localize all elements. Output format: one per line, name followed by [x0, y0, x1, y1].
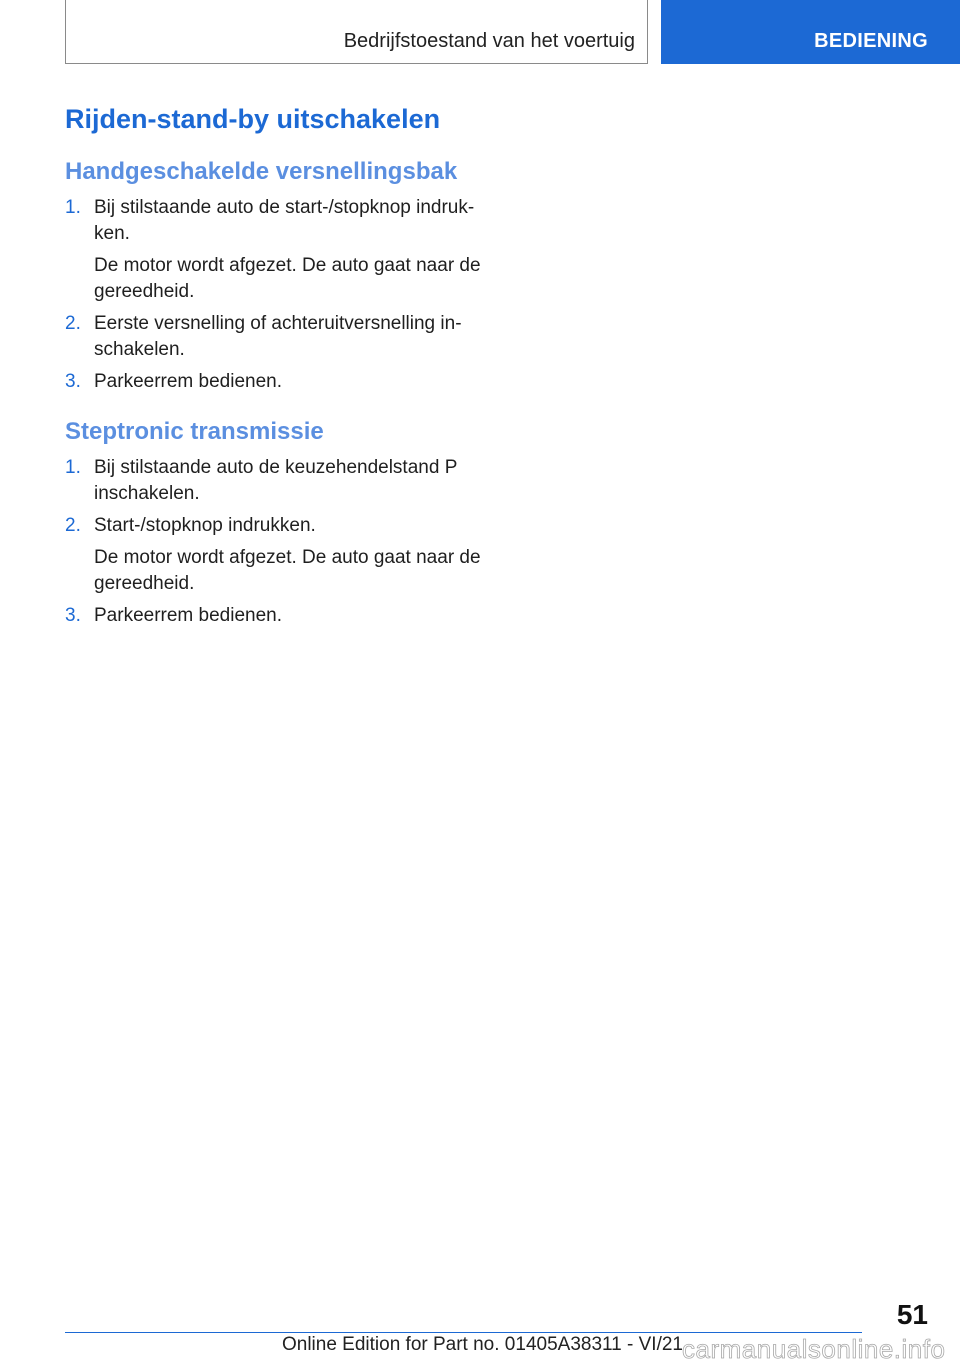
step-note: De motor wordt afgezet. De auto gaat naar de gereedheid. — [94, 547, 481, 594]
step-text: Eerste versnelling of achteruitversnelling inschakelen. — [94, 313, 462, 360]
step-text: Parkeerrem bedienen. — [94, 605, 282, 626]
chapter-tab[interactable] — [661, 0, 960, 64]
steps-list-manual — [65, 195, 490, 395]
watermark-text: carmanualsonline.info — [682, 1334, 946, 1364]
list-item — [65, 195, 490, 305]
main-content — [65, 100, 490, 629]
steps-list-steptronic — [65, 455, 490, 629]
step-number: 3. — [65, 371, 81, 392]
step-number: 1. — [65, 197, 81, 218]
list-item — [65, 513, 490, 597]
step-text: Parkeerrem bedienen. — [94, 371, 282, 392]
page-title: Rijden-stand-by uitschakelen — [65, 104, 441, 134]
header-section-title: Bedrijfstoestand van het voertuig — [343, 30, 635, 52]
footer-divider — [65, 1332, 862, 1333]
step-number: 2. — [65, 313, 81, 334]
step-number: 2. — [65, 515, 81, 536]
section-heading-steptronic: Steptronic transmissie — [65, 418, 324, 445]
chapter-tab-label: BEDIENING — [814, 30, 928, 52]
header-section-box — [65, 0, 648, 64]
list-item — [65, 311, 490, 363]
list-item — [65, 603, 490, 629]
step-number: 1. — [65, 457, 81, 478]
step-note: De motor wordt afgezet. De auto gaat naar de gereedheid. — [94, 255, 481, 302]
step-number: 3. — [65, 605, 81, 626]
list-item — [65, 369, 490, 395]
footer-edition-text: Online Edition for Part no. 01405A38311 - VI/21 — [281, 1334, 683, 1355]
step-text: Start-/stopknop indrukken. — [94, 515, 316, 536]
step-text: Bij stilstaande auto de keuzehendelstand P inschakelen. — [94, 457, 458, 504]
section-heading-manual: Handgeschakelde versnellingsbak — [65, 158, 458, 185]
step-text: Bij stilstaande auto de start-/stopknop indrukken. — [94, 197, 475, 244]
list-item — [65, 455, 490, 507]
page-number: 51 — [896, 1299, 928, 1330]
